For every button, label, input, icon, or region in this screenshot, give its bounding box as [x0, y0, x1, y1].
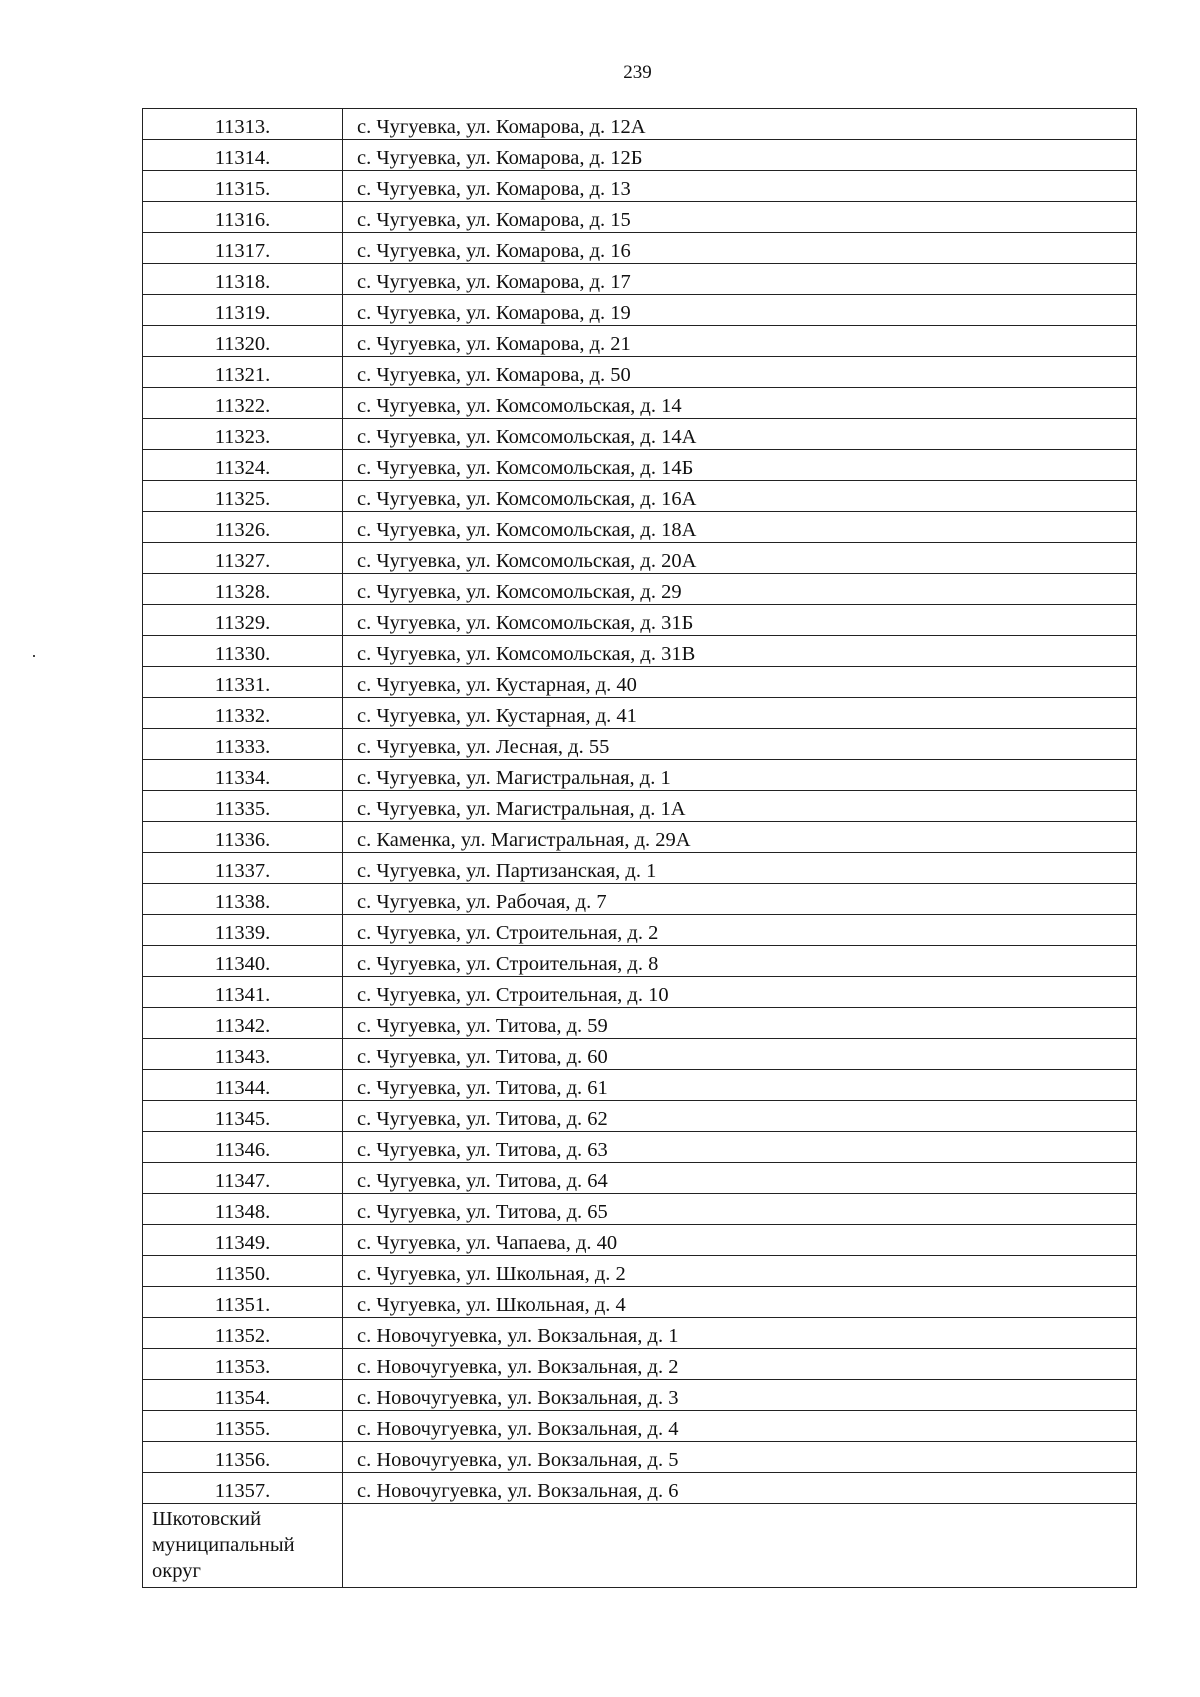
- table-row: [143, 605, 1137, 636]
- page-number: 239: [623, 62, 652, 83]
- table-row: [143, 574, 1137, 605]
- row-address: с. Каменка, ул. Магистральная, д. 29А: [343, 822, 1137, 853]
- table-row: [143, 1349, 1137, 1380]
- row-address: с. Чугуевка, ул. Комсомольская, д. 20А: [343, 543, 1137, 574]
- table-row: [143, 1318, 1137, 1349]
- row-address: с. Чугуевка, ул. Магистральная, д. 1А: [343, 791, 1137, 822]
- table-row: [143, 946, 1137, 977]
- row-number: 11355.: [143, 1411, 343, 1442]
- table-row: [143, 760, 1137, 791]
- table-row: [143, 636, 1137, 667]
- row-address: с. Чугуевка, ул. Комарова, д. 15: [343, 202, 1137, 233]
- row-number: 11318.: [143, 264, 343, 295]
- row-address: с. Чугуевка, ул. Кустарная, д. 40: [343, 667, 1137, 698]
- row-number: 11338.: [143, 884, 343, 915]
- table-row: [143, 884, 1137, 915]
- table-row: [143, 1380, 1137, 1411]
- row-address: с. Чугуевка, ул. Комсомольская, д. 18А: [343, 512, 1137, 543]
- row-address: с. Чугуевка, ул. Комарова, д. 50: [343, 357, 1137, 388]
- row-address: с. Чугуевка, ул. Титова, д. 62: [343, 1101, 1137, 1132]
- row-number: 11346.: [143, 1132, 343, 1163]
- table-row: [143, 1163, 1137, 1194]
- table-row: [143, 1132, 1137, 1163]
- table-row: [143, 791, 1137, 822]
- table-row: [143, 202, 1137, 233]
- table-row: [143, 140, 1137, 171]
- address-table-body: [143, 109, 1137, 1588]
- district-empty-cell: [343, 1504, 1137, 1588]
- row-address: с. Чугуевка, ул. Комсомольская, д. 31Б: [343, 605, 1137, 636]
- table-row: [143, 1442, 1137, 1473]
- row-number: 11340.: [143, 946, 343, 977]
- row-number: 11337.: [143, 853, 343, 884]
- row-address: с. Чугуевка, ул. Комарова, д. 17: [343, 264, 1137, 295]
- row-number: 11339.: [143, 915, 343, 946]
- row-address: с. Чугуевка, ул. Комсомольская, д. 16А: [343, 481, 1137, 512]
- table-row: [143, 109, 1137, 140]
- address-table: [142, 108, 1137, 1588]
- row-address: с. Чугуевка, ул. Школьная, д. 4: [343, 1287, 1137, 1318]
- table-row: [143, 667, 1137, 698]
- table-row: [143, 388, 1137, 419]
- row-number: 11333.: [143, 729, 343, 760]
- table-row: [143, 1101, 1137, 1132]
- table-row: [143, 1411, 1137, 1442]
- row-number: 11321.: [143, 357, 343, 388]
- table-row: [143, 326, 1137, 357]
- district-name-line: округ: [152, 1560, 201, 1582]
- table-row: [143, 729, 1137, 760]
- table-row: [143, 1070, 1137, 1101]
- table-row: [143, 1473, 1137, 1504]
- row-number: 11356.: [143, 1442, 343, 1473]
- row-number: 11316.: [143, 202, 343, 233]
- row-number: 11330.: [143, 636, 343, 667]
- row-number: 11357.: [143, 1473, 343, 1504]
- row-address: с. Чугуевка, ул. Титова, д. 64: [343, 1163, 1137, 1194]
- row-address: с. Новочугуевка, ул. Вокзальная, д. 2: [343, 1349, 1137, 1380]
- row-number: 11334.: [143, 760, 343, 791]
- row-number: 11344.: [143, 1070, 343, 1101]
- row-address: с. Чугуевка, ул. Комарова, д. 21: [343, 326, 1137, 357]
- row-number: 11349.: [143, 1225, 343, 1256]
- table-row: [143, 512, 1137, 543]
- row-number: 11335.: [143, 791, 343, 822]
- row-address: с. Чугуевка, ул. Строительная, д. 8: [343, 946, 1137, 977]
- row-number: 11347.: [143, 1163, 343, 1194]
- table-row: [143, 698, 1137, 729]
- row-address: с. Новочугуевка, ул. Вокзальная, д. 6: [343, 1473, 1137, 1504]
- table-row: [143, 450, 1137, 481]
- table-row: [143, 1039, 1137, 1070]
- row-number: 11354.: [143, 1380, 343, 1411]
- table-row: [143, 822, 1137, 853]
- row-address: с. Чугуевка, ул. Титова, д. 60: [343, 1039, 1137, 1070]
- district-row: [143, 1504, 1137, 1588]
- row-number: 11343.: [143, 1039, 343, 1070]
- row-address: с. Чугуевка, ул. Комарова, д. 12Б: [343, 140, 1137, 171]
- row-number: 11313.: [143, 109, 343, 140]
- row-number: 11325.: [143, 481, 343, 512]
- row-number: 11320.: [143, 326, 343, 357]
- row-address: с. Чугуевка, ул. Лесная, д. 55: [343, 729, 1137, 760]
- table-row: [143, 1225, 1137, 1256]
- district-name-line: Шкотовский: [152, 1508, 262, 1530]
- row-address: с. Чугуевка, ул. Титова, д. 59: [343, 1008, 1137, 1039]
- row-address: с. Чугуевка, ул. Комсомольская, д. 14А: [343, 419, 1137, 450]
- row-address: с. Чугуевка, ул. Комарова, д. 13: [343, 171, 1137, 202]
- row-address: с. Чугуевка, ул. Партизанская, д. 1: [343, 853, 1137, 884]
- table-row: [143, 1256, 1137, 1287]
- row-address: с. Новочугуевка, ул. Вокзальная, д. 3: [343, 1380, 1137, 1411]
- row-number: 11327.: [143, 543, 343, 574]
- row-address: с. Новочугуевка, ул. Вокзальная, д. 5: [343, 1442, 1137, 1473]
- row-number: 11326.: [143, 512, 343, 543]
- table-row: [143, 264, 1137, 295]
- table-row: [143, 543, 1137, 574]
- row-number: 11342.: [143, 1008, 343, 1039]
- row-address: с. Чугуевка, ул. Строительная, д. 2: [343, 915, 1137, 946]
- row-number: 11317.: [143, 233, 343, 264]
- row-number: 11322.: [143, 388, 343, 419]
- row-number: 11319.: [143, 295, 343, 326]
- row-address: с. Чугуевка, ул. Рабочая, д. 7: [343, 884, 1137, 915]
- row-number: 11331.: [143, 667, 343, 698]
- row-number: 11351.: [143, 1287, 343, 1318]
- table-row: [143, 419, 1137, 450]
- row-address: с. Чугуевка, ул. Комарова, д. 19: [343, 295, 1137, 326]
- row-address: с. Чугуевка, ул. Комарова, д. 16: [343, 233, 1137, 264]
- table-row: [143, 853, 1137, 884]
- row-address: с. Чугуевка, ул. Магистральная, д. 1: [343, 760, 1137, 791]
- table-row: [143, 977, 1137, 1008]
- row-number: 11348.: [143, 1194, 343, 1225]
- row-number: 11315.: [143, 171, 343, 202]
- row-address: с. Новочугуевка, ул. Вокзальная, д. 4: [343, 1411, 1137, 1442]
- row-number: 11323.: [143, 419, 343, 450]
- row-address: с. Чугуевка, ул. Титова, д. 63: [343, 1132, 1137, 1163]
- table-row: [143, 481, 1137, 512]
- row-number: 11345.: [143, 1101, 343, 1132]
- row-address: с. Новочугуевка, ул. Вокзальная, д. 1: [343, 1318, 1137, 1349]
- row-number: 11350.: [143, 1256, 343, 1287]
- table-row: [143, 915, 1137, 946]
- scan-speck: [33, 655, 35, 657]
- row-number: 11328.: [143, 574, 343, 605]
- district-name: [143, 1504, 343, 1588]
- row-address: с. Чугуевка, ул. Титова, д. 65: [343, 1194, 1137, 1225]
- row-address: с. Чугуевка, ул. Кустарная, д. 41: [343, 698, 1137, 729]
- row-address: с. Чугуевка, ул. Титова, д. 61: [343, 1070, 1137, 1101]
- table-row: [143, 1008, 1137, 1039]
- row-address: с. Чугуевка, ул. Комсомольская, д. 14Б: [343, 450, 1137, 481]
- row-address: с. Чугуевка, ул. Чапаева, д. 40: [343, 1225, 1137, 1256]
- district-name-line: муниципальный: [152, 1534, 295, 1556]
- table-row: [143, 295, 1137, 326]
- row-address: с. Чугуевка, ул. Комсомольская, д. 14: [343, 388, 1137, 419]
- row-number: 11341.: [143, 977, 343, 1008]
- row-number: 11314.: [143, 140, 343, 171]
- table-row: [143, 1287, 1137, 1318]
- row-address: с. Чугуевка, ул. Комсомольская, д. 29: [343, 574, 1137, 605]
- row-address: с. Чугуевка, ул. Строительная, д. 10: [343, 977, 1137, 1008]
- table-row: [143, 357, 1137, 388]
- row-number: 11336.: [143, 822, 343, 853]
- table-row: [143, 1194, 1137, 1225]
- table-row: [143, 171, 1137, 202]
- row-number: 11324.: [143, 450, 343, 481]
- row-address: с. Чугуевка, ул. Комсомольская, д. 31В: [343, 636, 1137, 667]
- row-address: с. Чугуевка, ул. Комарова, д. 12А: [343, 109, 1137, 140]
- table-row: [143, 233, 1137, 264]
- row-number: 11329.: [143, 605, 343, 636]
- row-number: 11353.: [143, 1349, 343, 1380]
- row-number: 11332.: [143, 698, 343, 729]
- row-number: 11352.: [143, 1318, 343, 1349]
- row-address: с. Чугуевка, ул. Школьная, д. 2: [343, 1256, 1137, 1287]
